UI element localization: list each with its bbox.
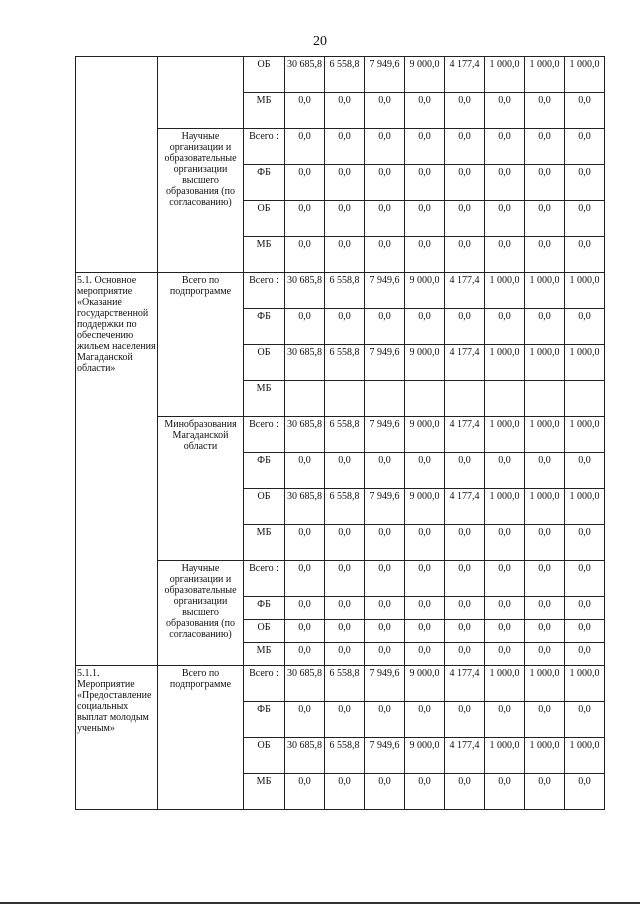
amount-cell: 0,0 — [285, 643, 325, 666]
amount-cell: 0,0 — [285, 620, 325, 643]
amount-cell: 0,0 — [445, 597, 485, 620]
amount-cell: 0,0 — [525, 165, 565, 201]
amount-cell: 0,0 — [565, 309, 605, 345]
amount-cell: 0,0 — [285, 597, 325, 620]
amount-cell: 1 000,0 — [485, 273, 525, 309]
amount-cell: 7 949,6 — [365, 345, 405, 381]
amount-cell: 1 000,0 — [565, 417, 605, 453]
amount-cell — [445, 381, 485, 417]
amount-cell: 0,0 — [365, 620, 405, 643]
amount-cell: 0,0 — [485, 309, 525, 345]
amount-cell: 0,0 — [365, 93, 405, 129]
amount-cell: 0,0 — [325, 237, 365, 273]
amount-cell: 0,0 — [565, 237, 605, 273]
amount-cell: 0,0 — [405, 201, 445, 237]
funding-source-cell: ОБ — [244, 620, 285, 643]
amount-cell: 1 000,0 — [525, 489, 565, 525]
funding-source-cell: МБ — [244, 93, 285, 129]
amount-cell: 0,0 — [565, 129, 605, 165]
amount-cell: 0,0 — [325, 165, 365, 201]
amount-cell — [405, 381, 445, 417]
amount-cell: 1 000,0 — [565, 345, 605, 381]
amount-cell: 0,0 — [565, 702, 605, 738]
amount-cell: 1 000,0 — [485, 417, 525, 453]
amount-cell: 0,0 — [445, 453, 485, 489]
amount-cell: 0,0 — [485, 620, 525, 643]
amount-cell: 0,0 — [285, 93, 325, 129]
amount-cell: 0,0 — [525, 453, 565, 489]
amount-cell: 0,0 — [525, 620, 565, 643]
funding-source-cell: ОБ — [244, 489, 285, 525]
amount-cell: 0,0 — [285, 702, 325, 738]
amount-cell: 1 000,0 — [485, 738, 525, 774]
amount-cell: 1 000,0 — [525, 417, 565, 453]
funding-source-cell: Всего : — [244, 666, 285, 702]
amount-cell: 0,0 — [325, 129, 365, 165]
amount-cell: 0,0 — [285, 237, 325, 273]
amount-cell: 0,0 — [565, 561, 605, 597]
amount-cell: 0,0 — [525, 237, 565, 273]
amount-cell: 0,0 — [485, 129, 525, 165]
amount-cell: 0,0 — [325, 201, 365, 237]
amount-cell: 1 000,0 — [565, 666, 605, 702]
amount-cell: 0,0 — [365, 702, 405, 738]
amount-cell: 0,0 — [365, 309, 405, 345]
amount-cell — [525, 381, 565, 417]
table-row — [76, 666, 605, 702]
executor-cell: Научные организации и образовательные организации высшего образования (по согласованию) — [158, 561, 244, 666]
amount-cell: 0,0 — [525, 774, 565, 810]
amount-cell: 0,0 — [445, 702, 485, 738]
amount-cell: 1 000,0 — [485, 57, 525, 93]
funding-source-cell: МБ — [244, 381, 285, 417]
amount-cell: 1 000,0 — [565, 273, 605, 309]
amount-cell: 0,0 — [445, 643, 485, 666]
amount-cell: 0,0 — [565, 774, 605, 810]
amount-cell — [485, 381, 525, 417]
amount-cell: 0,0 — [525, 525, 565, 561]
amount-cell: 0,0 — [405, 774, 445, 810]
amount-cell: 6 558,8 — [325, 489, 365, 525]
amount-cell: 0,0 — [285, 561, 325, 597]
amount-cell: 0,0 — [485, 643, 525, 666]
amount-cell: 0,0 — [405, 93, 445, 129]
amount-cell: 0,0 — [525, 597, 565, 620]
amount-cell: 0,0 — [565, 165, 605, 201]
amount-cell: 0,0 — [405, 309, 445, 345]
amount-cell: 4 177,4 — [445, 345, 485, 381]
amount-cell: 0,0 — [325, 525, 365, 561]
amount-cell: 0,0 — [365, 165, 405, 201]
amount-cell: 0,0 — [365, 129, 405, 165]
amount-cell: 0,0 — [565, 597, 605, 620]
funding-source-cell: МБ — [244, 525, 285, 561]
amount-cell: 0,0 — [285, 201, 325, 237]
funding-source-cell: ФБ — [244, 165, 285, 201]
amount-cell: 1 000,0 — [525, 738, 565, 774]
amount-cell: 0,0 — [525, 643, 565, 666]
amount-cell: 4 177,4 — [445, 489, 485, 525]
amount-cell: 0,0 — [325, 702, 365, 738]
amount-cell: 0,0 — [525, 309, 565, 345]
amount-cell: 6 558,8 — [325, 417, 365, 453]
amount-cell: 7 949,6 — [365, 489, 405, 525]
amount-cell: 0,0 — [325, 643, 365, 666]
amount-cell: 0,0 — [485, 93, 525, 129]
executor-cell: Всего по подпрограмме — [158, 273, 244, 417]
amount-cell: 9 000,0 — [405, 57, 445, 93]
amount-cell: 0,0 — [445, 561, 485, 597]
amount-cell: 4 177,4 — [445, 273, 485, 309]
amount-cell: 6 558,8 — [325, 273, 365, 309]
funding-source-cell: Всего : — [244, 417, 285, 453]
amount-cell: 7 949,6 — [365, 273, 405, 309]
amount-cell: 0,0 — [325, 774, 365, 810]
funding-source-cell: МБ — [244, 774, 285, 810]
footer-rule — [0, 902, 640, 904]
amount-cell: 30 685,8 — [285, 738, 325, 774]
amount-cell: 7 949,6 — [365, 57, 405, 93]
activity-cell: 5.1. Основное мероприятие «Оказание государственной поддержки по обеспечению жильем населения Магаданской области» — [76, 273, 158, 666]
amount-cell: 0,0 — [325, 453, 365, 489]
funding-source-cell: МБ — [244, 237, 285, 273]
amount-cell: 0,0 — [565, 643, 605, 666]
amount-cell: 4 177,4 — [445, 666, 485, 702]
amount-cell: 7 949,6 — [365, 417, 405, 453]
amount-cell: 0,0 — [485, 165, 525, 201]
amount-cell: 0,0 — [285, 774, 325, 810]
amount-cell: 0,0 — [565, 201, 605, 237]
amount-cell: 0,0 — [445, 201, 485, 237]
amount-cell: 0,0 — [445, 309, 485, 345]
table-row — [76, 273, 605, 309]
activity-cell — [76, 57, 158, 273]
amount-cell: 9 000,0 — [405, 417, 445, 453]
amount-cell: 30 685,8 — [285, 666, 325, 702]
funding-source-cell: ОБ — [244, 345, 285, 381]
page-number: 20 — [313, 34, 327, 49]
amount-cell: 0,0 — [405, 129, 445, 165]
funding-source-cell: Всего : — [244, 561, 285, 597]
amount-cell: 0,0 — [445, 620, 485, 643]
executor-cell: Минобразования Магаданской области — [158, 417, 244, 561]
funding-source-cell: ОБ — [244, 201, 285, 237]
amount-cell: 4 177,4 — [445, 738, 485, 774]
amount-cell: 0,0 — [485, 453, 525, 489]
amount-cell: 0,0 — [445, 774, 485, 810]
amount-cell: 0,0 — [445, 165, 485, 201]
amount-cell: 0,0 — [445, 237, 485, 273]
amount-cell: 0,0 — [285, 129, 325, 165]
amount-cell: 0,0 — [565, 93, 605, 129]
amount-cell: 0,0 — [325, 93, 365, 129]
amount-cell: 0,0 — [485, 561, 525, 597]
amount-cell: 0,0 — [565, 453, 605, 489]
funding-source-cell: МБ — [244, 643, 285, 666]
funding-source-cell: Всего : — [244, 273, 285, 309]
funding-source-cell: ФБ — [244, 597, 285, 620]
amount-cell: 0,0 — [485, 201, 525, 237]
executor-cell: Всего по подпрограмме — [158, 666, 244, 810]
amount-cell: 1 000,0 — [525, 273, 565, 309]
amount-cell: 6 558,8 — [325, 57, 365, 93]
amount-cell: 9 000,0 — [405, 273, 445, 309]
amount-cell: 1 000,0 — [565, 57, 605, 93]
amount-cell: 0,0 — [365, 237, 405, 273]
amount-cell: 0,0 — [405, 597, 445, 620]
amount-cell: 4 177,4 — [445, 417, 485, 453]
amount-cell: 1 000,0 — [485, 666, 525, 702]
amount-cell: 0,0 — [365, 774, 405, 810]
amount-cell: 1 000,0 — [525, 57, 565, 93]
amount-cell: 0,0 — [365, 643, 405, 666]
amount-cell: 0,0 — [405, 561, 445, 597]
amount-cell: 0,0 — [485, 237, 525, 273]
funding-source-cell: ОБ — [244, 738, 285, 774]
amount-cell: 0,0 — [405, 525, 445, 561]
amount-cell: 30 685,8 — [285, 489, 325, 525]
amount-cell: 0,0 — [525, 93, 565, 129]
amount-cell: 0,0 — [565, 525, 605, 561]
executor-cell — [158, 57, 244, 129]
amount-cell: 30 685,8 — [285, 345, 325, 381]
funding-source-cell: Всего : — [244, 129, 285, 165]
amount-cell: 0,0 — [365, 561, 405, 597]
amount-cell: 0,0 — [525, 702, 565, 738]
activity-cell: 5.1.1. Мероприятие «Предоставление социальных выплат молодым ученым» — [76, 666, 158, 810]
amount-cell: 1 000,0 — [565, 738, 605, 774]
amount-cell: 0,0 — [565, 620, 605, 643]
amount-cell: 0,0 — [525, 561, 565, 597]
amount-cell: 0,0 — [285, 453, 325, 489]
amount-cell: 30 685,8 — [285, 417, 325, 453]
amount-cell: 0,0 — [405, 620, 445, 643]
funding-source-cell: ФБ — [244, 702, 285, 738]
amount-cell: 4 177,4 — [445, 57, 485, 93]
amount-cell: 0,0 — [285, 309, 325, 345]
amount-cell: 0,0 — [285, 525, 325, 561]
amount-cell: 1 000,0 — [525, 345, 565, 381]
amount-cell: 6 558,8 — [325, 666, 365, 702]
amount-cell — [565, 381, 605, 417]
amount-cell: 9 000,0 — [405, 738, 445, 774]
amount-cell: 30 685,8 — [285, 273, 325, 309]
amount-cell — [365, 381, 405, 417]
amount-cell: 0,0 — [445, 129, 485, 165]
amount-cell: 0,0 — [285, 165, 325, 201]
amount-cell: 1 000,0 — [485, 345, 525, 381]
amount-cell: 0,0 — [485, 702, 525, 738]
amount-cell: 0,0 — [405, 453, 445, 489]
amount-cell: 0,0 — [405, 643, 445, 666]
amount-cell: 0,0 — [485, 525, 525, 561]
amount-cell: 9 000,0 — [405, 666, 445, 702]
amount-cell: 0,0 — [485, 774, 525, 810]
amount-cell: 9 000,0 — [405, 489, 445, 525]
amount-cell: 7 949,6 — [365, 666, 405, 702]
amount-cell: 0,0 — [325, 620, 365, 643]
amount-cell: 0,0 — [405, 165, 445, 201]
amount-cell: 7 949,6 — [365, 738, 405, 774]
amount-cell — [325, 381, 365, 417]
amount-cell: 1 000,0 — [565, 489, 605, 525]
amount-cell: 1 000,0 — [485, 489, 525, 525]
amount-cell: 0,0 — [365, 453, 405, 489]
amount-cell: 0,0 — [365, 201, 405, 237]
funding-source-cell: ОБ — [244, 57, 285, 93]
amount-cell: 0,0 — [325, 309, 365, 345]
table-row — [76, 57, 605, 93]
amount-cell: 6 558,8 — [325, 738, 365, 774]
funding-source-cell: ФБ — [244, 453, 285, 489]
amount-cell: 0,0 — [365, 525, 405, 561]
amount-cell: 0,0 — [325, 561, 365, 597]
amount-cell: 0,0 — [405, 702, 445, 738]
amount-cell: 6 558,8 — [325, 345, 365, 381]
amount-cell — [285, 381, 325, 417]
amount-cell: 1 000,0 — [525, 666, 565, 702]
executor-cell: Научные организации и образовательные организации высшего образования (по согласованию) — [158, 129, 244, 273]
budget-table — [75, 56, 605, 810]
amount-cell: 0,0 — [365, 597, 405, 620]
amount-cell: 9 000,0 — [405, 345, 445, 381]
amount-cell: 0,0 — [325, 597, 365, 620]
amount-cell: 0,0 — [525, 201, 565, 237]
amount-cell: 0,0 — [485, 597, 525, 620]
amount-cell: 30 685,8 — [285, 57, 325, 93]
amount-cell: 0,0 — [445, 93, 485, 129]
amount-cell: 0,0 — [525, 129, 565, 165]
amount-cell: 0,0 — [445, 525, 485, 561]
amount-cell: 0,0 — [405, 237, 445, 273]
funding-source-cell: ФБ — [244, 309, 285, 345]
